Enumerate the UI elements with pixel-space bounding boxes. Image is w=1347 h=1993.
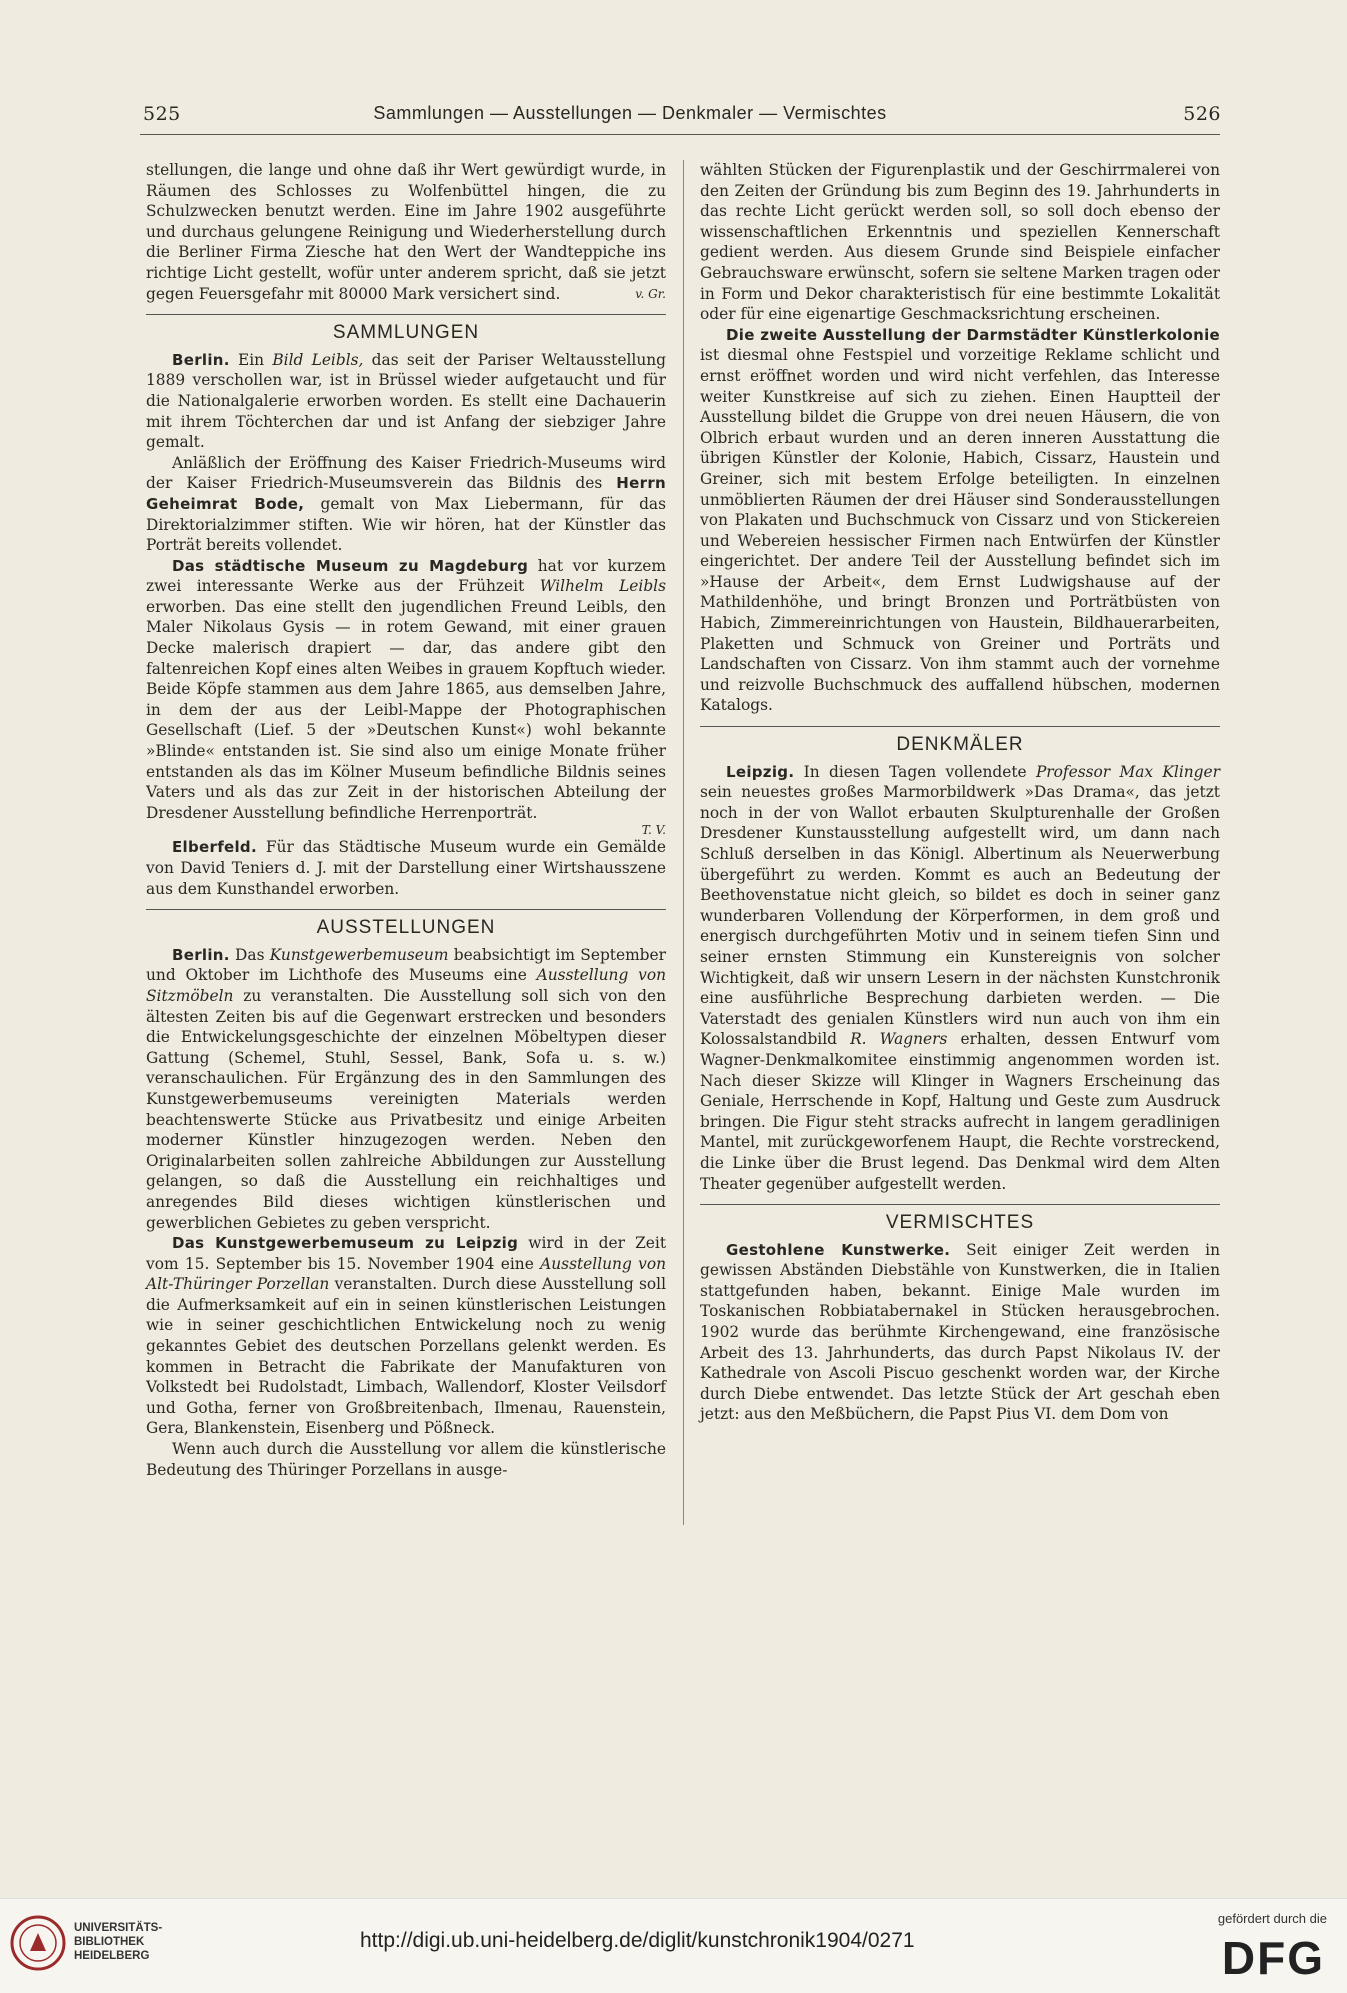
funding-note: gefördert durch die	[1217, 1911, 1327, 1926]
place-lead: Leipzig.	[726, 762, 795, 781]
text: erhalten, dessen Entwurf vom Wagner-Denkmalkomitee einstimmig angenommen worden ist. Nach dieser Skizze will Klinger in Wagners Erscheinung das Geniale, Herrschende in Kopf, Haltung und Geste zum Ausdruck bringen. Die Figur steht stracks aufrecht in langem geradlinigen Mantel, mit zurückgeworfenem Haupt, die Rechte vorstreckend, die Linke über die Brust legend. Das Denkmal wird dem Alten Theater gegenüber aufgestellt werden.	[700, 1030, 1220, 1193]
library-line: UNIVERSITÄTS-	[74, 1922, 163, 1934]
text: wird in der Zeit vom 15. September bis 15. November 1904 eine	[146, 1234, 667, 1273]
column-divider	[683, 160, 684, 1525]
place-lead: Elberfeld.	[172, 838, 257, 857]
text: gemalt von Max Liebermann, für das Direktorialzimmer stiften. Wie wir hören, hat der Künstler das Porträt bereits vollendet.	[146, 494, 667, 555]
place-lead: Die zweite Ausstellung der Darmstädter Künstlerkolonie	[726, 325, 1220, 344]
emphasis: Wilhelm Leibls	[539, 577, 666, 596]
text: erworben. Das eine stellt den jugendlichen Freund Leibls, den Maler Nikolaus Gysis — in rotem Gewand, mit einer grauen Decke malerisch drapiert — dar, das andere gibt den faltenreichen Kopf eines alten Weibes in grauem Kopftuch wieder. Beide Köpfe stammen aus dem Jahre 1865, aus demselben Jahre, in dem der aus der Leibl-Mappe der Photographischen Gesellschaft (Lief. 5 der »Deutschen Kunst«) wohl bekannte »Blinde« entstanden ist. Sie sind also um einige Monate früher entstanden als das im Kölner Museum befindliche Bildnis seines Vaters und als das zur Zeit in der historischen Abteilung der Dresdener Ausstellung befindliche Herrenporträt.	[146, 597, 666, 822]
text: Anläßlich der Eröffnung des Kaiser Friedrich-Museums wird der Kaiser Friedrich-Museumsverein das Bildnis des	[146, 453, 666, 493]
paragraph	[146, 556, 666, 824]
section-rule	[700, 1204, 1220, 1205]
place-lead: Berlin.	[172, 350, 230, 369]
page-number-right: 526	[1183, 103, 1221, 125]
emphasis: Bild Leibls,	[272, 350, 364, 369]
place-lead: Gestohlene Kunstwerke.	[726, 1240, 951, 1259]
text: ist diesmal ohne Festspiel und vorzeitige Reklame schlicht und ernst eröffnet worden und wird nicht verfehlen, das Interesse weiter Kunstkreise auf sich zu ziehen. Einen Hauptteil der Ausstellung bildet die Gruppe von drei neuen Häusern, die von Olbrich erbaut wurden und an deren inneren Ausstattung die übrigen Künstler der Kolonie, Habich, Cissarz, Haustein und Greiner, sich mit bestem Erfolge beteiligten. In einzelnen unmöblierten Räumen der drei Häuser sind Sonderausstellungen von Plakaten und Buchschmuck von Cissarz und von Stickereien und Webereien hessischer Firmen nach Entwürfen der Künstler eingerichtet. Der andere Teil der Ausstellung befindet sich im »Hause der Arbeit«, dem Ernst Ludwigshause auf der Mathildenhöhe, und bringt Bronzen und Porträtbüsten von Habich, Zimmereinrichtungen von Haustein, Bildhauerarbeiten, Plaketten und Schmuck von Greiner und Porträts und Landschaften von Cissarz. Von ihm stammt auch der vornehme und reizvolle Buchschmuck des auffallend hübschen, modernen Katalogs.	[700, 346, 1220, 715]
emphasis: Kunstgewerbemuseum	[269, 945, 449, 964]
emphasis: R. Wagners	[850, 1030, 948, 1049]
emphasis: Ausstellung von Alt-Thüringer Porzellan	[146, 1254, 666, 1294]
text: sein neuestes großes Marmorbildwerk »Das Drama«, das jetzt noch in der von Wallot erbauten Skulpturenhalle der Großen Dresdener Kunstausstellung aufgestellt wird, um dann nach Schluß derselben in das Königl. Albertinum als Neuerwerbung übergeführt zu werden. Kommt es auch an Bedeutung der Beethovenstatue nicht gleich, so bildet es doch in seiner ganz wunderbaren Vollendung der Körperformen, in dem groß und energisch durchgeführten Motiv und in seinem tiefen Sinn und seiner ernsten Stimmung ein Kunstereignis von solcher Wichtigkeit, daß wir unsern Lesern in der nächsten Kunstchronik eine ausführliche Besprechung darbieten werden. — Die Vaterstadt des genialen Künstlers wird nun auch von ihm ein Kolossalstandbild	[700, 783, 1220, 1049]
text: zu veranstalten. Die Ausstellung soll sich von den ältesten Zeiten bis auf die Gegenwart erstrecken und besonders die Entwickelungsgeschichte der einzelnen Möbeltypen dieser Gattung (Schemel, Stuhl, Sessel, Bank, Sofa u. s. w.) veranschaulichen. Für Ergänzung des in den Sammlungen des Kunstgewerbemuseums vereinigten Materials werden beachtenswerte Stücke aus Privatbesitz und einige Arbeiten moderner Künstler hinzugezogen werden. Neben den Originalarbeiten sollen zahlreiche Abbildungen zur Ausstellung gelangen, so daß die Ausstellung ein reichhaltiges und anregendes Bild dieses wichtigen künstlerischen und gewerblichen Gebietes zu geben verspricht.	[146, 986, 666, 1232]
text: In diesen Tagen vollendete	[794, 762, 1036, 781]
paragraph	[146, 350, 666, 453]
place-lead: Berlin.	[172, 945, 230, 964]
bold-text: Herrn Geheimrat Bode,	[146, 474, 666, 513]
paragraph	[700, 325, 1220, 716]
text: Für das Städtische Museum wurde ein Gemälde von David Teniers d. J. mit der Darstellung einer Wirtshausszene aus dem Kunsthandel erworben.	[146, 838, 666, 898]
university-seal-icon	[8, 1913, 68, 1973]
text: Ein	[229, 350, 273, 369]
library-line: BIBLIOTHEK	[74, 1936, 145, 1948]
footer-bar	[0, 1898, 1347, 1993]
section-title-vermischtes: VERMISCHTES	[885, 1212, 1035, 1234]
text: hat vor kurzem zwei interessante Werke aus der Frühzeit	[146, 556, 666, 596]
emphasis: Ausstellung von Sitzmöbeln	[146, 966, 667, 1005]
place-lead: Das Kunstgewerbemuseum zu Leipzig	[172, 1234, 519, 1253]
paragraph: Wenn auch durch die Ausstellung vor allem die künstlerische Bedeutung des Thüringer Porzellans in ausge-	[146, 1440, 666, 1479]
text: Seit einiger Zeit werden in gewissen Abständen Diebstähle von Kunstwerken, die in Italien stattgefunden haben, bekannt. Einige Male wurden im Toskanischen Robbiatabernakel in Stücken herausgebrochen. 1902 wurde das berühmte Kirchengewand, eine französische Arbeit des 13. Jahrhunderts, das durch Papst Nikolaus IV. der Kathedrale von Ascoli Piscuo geschenkt worden war, der Kirche durch Diebe entwendet. Das letzte Stück der Art geschah eben jetzt: aus den Meßbüchern, die Papst Pius VI. dem Dom von	[700, 1240, 1220, 1424]
signature: v. Gr.	[635, 286, 666, 301]
paragraph	[700, 762, 1220, 1194]
emphasis: Professor Max Klinger	[1035, 762, 1220, 781]
section-rule	[700, 726, 1220, 727]
section-title-ausstellungen: AUSSTELLUNGEN	[316, 917, 496, 939]
section-title-denkmaeler: DENKMÄLER	[896, 734, 1024, 756]
text: veranstalten. Durch diese Ausstellung soll die Aufmerksamkeit auf ein in seinen künstlerischen Leistungen wie in seiner geschichtlichen Entwickelung noch zu wenig gekanntes Gebiet des deutschen Porzellans gelenkt werden. Es kommen in Betracht die Fabrikate der Manufakturen von Volkstedt bei Rudolstadt, Limbach, Wallendorf, Kloster Veilsdorf und Gotha, ferner von Großbreitenbach, Ilmenau, Rauenstein, Gera, Blankenstein, Eisenberg und Pößneck.	[146, 1275, 666, 1438]
section-rule	[146, 909, 666, 910]
page-number-left: 525	[143, 103, 181, 125]
text: Das	[229, 945, 270, 964]
library-name	[74, 1921, 162, 1963]
signature: T. V.	[641, 823, 666, 838]
paragraph	[700, 1240, 1220, 1425]
paragraph	[146, 945, 666, 1233]
library-line: HEIDELBERG	[74, 1950, 150, 1962]
text: beabsichtigt im September und Oktober im Lichthofe des Museums eine	[146, 945, 666, 985]
running-title: Sammlungen — Ausstellungen — Denkmaler — Vermischtes	[373, 103, 887, 123]
text: stellungen, die lange und ohne daß ihr Wert gewürdigt wurde, in Räumen des Schlosses zu Wolfenbüttel hingen, die zu Schulzwecken benutzt werden. Eine im Jahre 1902 ausgeführte und durchaus gelungene Reinigung und Wiederherstellung durch die Berliner Firma Ziesche hat den Wert der Wandteppiche ins richtige Licht gestellt, wofür unter anderem spricht, daß sie jetzt gegen Feuersgefahr mit 80000 Mark versichert sind.	[146, 161, 666, 303]
section-rule	[146, 314, 666, 315]
header-rule	[140, 134, 1220, 135]
paragraph: wählten Stücken der Figurenplastik und der Geschirrmalerei von den Zeiten der Gründung bis zum Beginn des 19. Jahrhunderts in das rechte Licht gerückt werden soll, so soll doch ebenso der wissenschaftlichen Erkenntnis und speziellen Kennerschaft gedient werden. Aus diesem Grunde sind Beispiele einfacher Gebrauchsware erwünscht, sofern sie seltene Marken tragen oder in Form und Dekor charakteristisch für eine bestimmte Lokalität oder für eine eigenartige Geschmacksrichtung erscheinen.	[700, 161, 1220, 324]
left-column	[146, 160, 666, 1480]
section-title-sammlungen: SAMMLUNGEN	[332, 322, 480, 344]
paragraph	[146, 453, 666, 556]
paragraph	[146, 837, 666, 899]
paragraph	[146, 1233, 666, 1439]
paragraph	[146, 160, 666, 304]
place-lead: Das städtische Museum zu Magdeburg	[172, 556, 529, 575]
dfg-logo: DFG	[1221, 1932, 1325, 1984]
text: das seit der Pariser Weltausstellung 1889 verschollen war, ist in Brüssel wieder aufgetaucht und für die Nationalgalerie erworben worden. Es stellt eine Dachauerin mit ihrem Töchterchen dar und ist Anfang der siebziger Jahre gemalt.	[146, 350, 666, 452]
permalink-url[interactable]: http://digi.ub.uni-heidelberg.de/diglit/kunstchronik1904/0271	[360, 1929, 915, 1952]
right-column	[700, 160, 1220, 1425]
